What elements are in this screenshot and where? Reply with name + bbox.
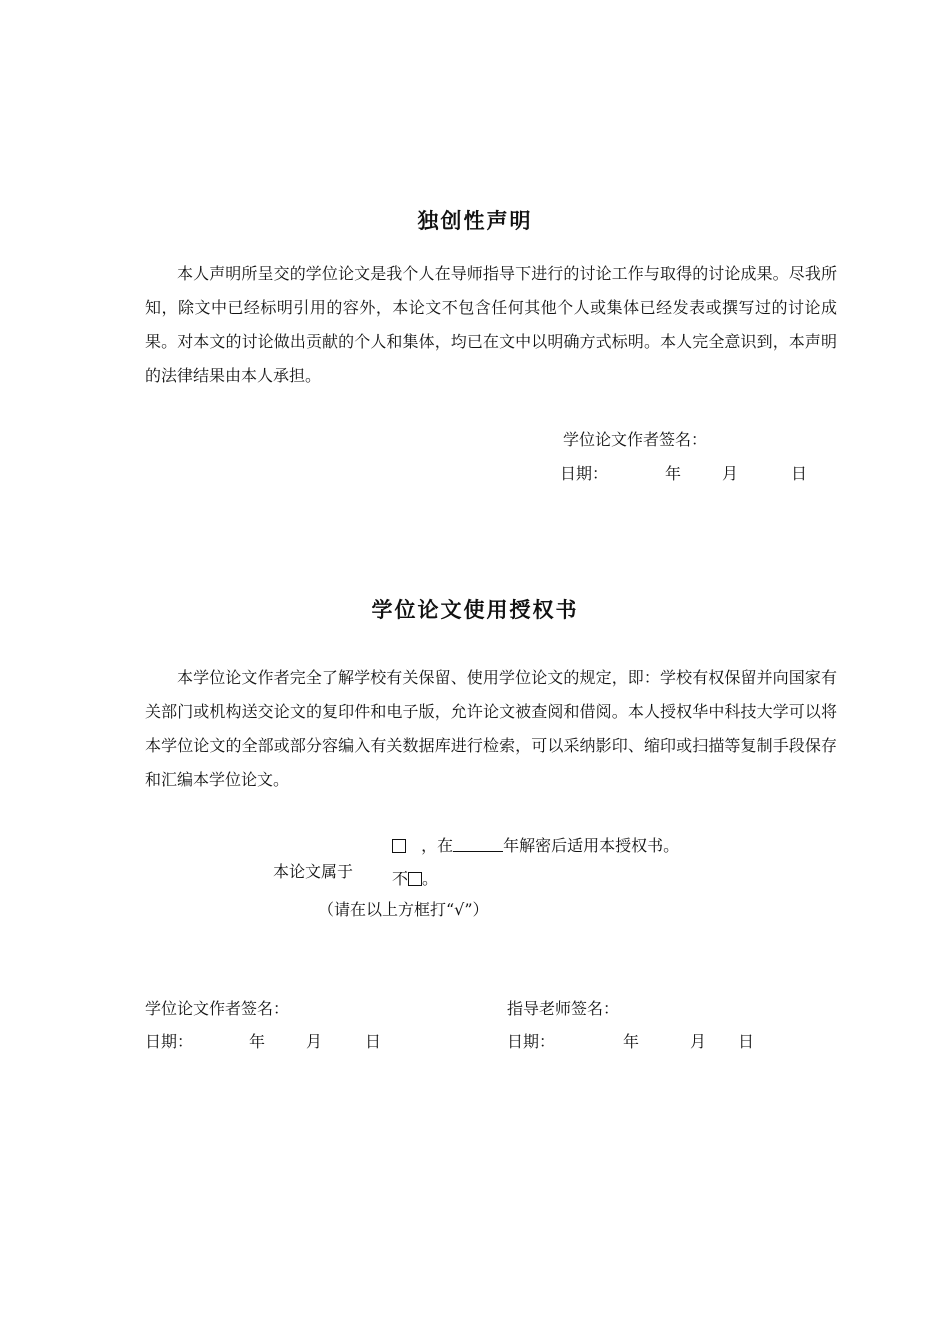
author-month-label: 月 xyxy=(306,1032,323,1051)
advisor-signature-label: 指导老师签名： xyxy=(507,999,620,1018)
advisor-month-label: 月 xyxy=(690,1032,707,1051)
option-unlock-row xyxy=(392,833,679,856)
author-signature-label: 学位论文作者签名： xyxy=(145,999,290,1018)
originality-date-label: 日期： xyxy=(560,464,609,483)
unlock-years-blank[interactable] xyxy=(453,837,503,852)
originality-body: 本人声明所呈交的学位论文是我个人在导师指导下进行的讨论工作与取得的讨论成果。尽我所知，除文中已经标明引用的容外，本论文不包含任何其他个人或集体已经发表或撰写过的讨论成果。对本文的讨论做出贡献的个人和集体，均已在文中以明确方式标明。本人完全意识到，本声明的法律结果由本人承担。 xyxy=(145,264,837,385)
option-unlock-prefix: ，在 xyxy=(421,836,454,855)
originality-signature-label: 学位论文作者签名： xyxy=(563,430,708,449)
belongs-label: 本论文属于 xyxy=(273,862,354,881)
originality-year-label: 年 xyxy=(665,464,682,483)
advisor-date-label: 日期： xyxy=(507,1032,556,1051)
option-not-secret-row xyxy=(392,866,438,889)
author-date-label: 日期： xyxy=(145,1032,194,1051)
authorization-title: 学位论文使用授权书 xyxy=(371,598,579,622)
originality-title: 独创性声明 xyxy=(417,209,533,233)
advisor-year-label: 年 xyxy=(623,1032,640,1051)
originality-month-label: 月 xyxy=(722,464,739,483)
checkbox-not-secret[interactable] xyxy=(408,872,422,886)
checkbox-instruction: （请在以上方框打“√”） xyxy=(318,900,489,919)
option-unlock-suffix: 年解密后适用本授权书。 xyxy=(503,836,680,855)
option-not-secret-prefix: 不 xyxy=(392,869,409,888)
originality-day-label: 日 xyxy=(791,464,808,483)
author-day-label: 日 xyxy=(365,1032,382,1051)
option-not-secret-suffix: 。 xyxy=(422,869,439,888)
authorization-body: 本学位论文作者完全了解学校有关保留、使用学位论文的规定，即：学校有权保留并向国家有关部门或机构送交论文的复印件和电子版，允许论文被查阅和借阅。本人授权华中科技大学可以将本学位论文的全部或部分容编入有关数据库进行检索，可以采纳影印、缩印或扫描等复制手段保存和汇编本学位论文。 xyxy=(145,668,837,789)
author-year-label: 年 xyxy=(249,1032,266,1051)
checkbox-secret[interactable] xyxy=(392,839,406,853)
advisor-day-label: 日 xyxy=(738,1032,755,1051)
